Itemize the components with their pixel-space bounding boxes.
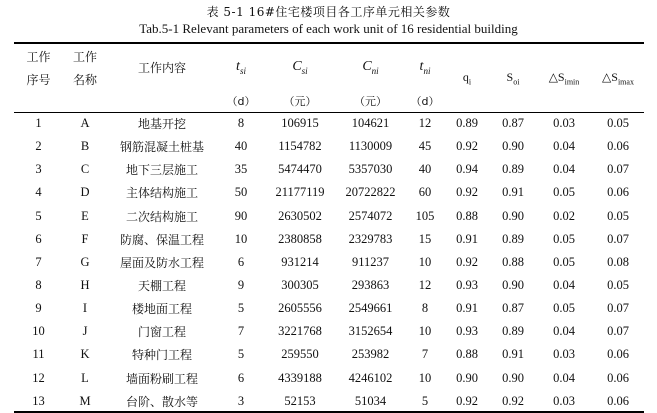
header-t-ni-unit: （d） <box>410 95 440 108</box>
cell-c-ni: 5357030 <box>348 162 393 177</box>
cell-t-si: 5 <box>237 347 245 362</box>
header-c-ni-unit: （元） <box>354 95 387 108</box>
cell-q-i: 0.92 <box>456 185 478 200</box>
table-row <box>14 297 644 320</box>
header-c-si: $C_{si}$ <box>292 58 308 76</box>
cell-t-ni: 7 <box>421 347 429 362</box>
cell-work-no: 7 <box>35 254 42 269</box>
cell-delta-s-imax: 0.07 <box>607 162 629 177</box>
cell-delta-s-imax: 0.05 <box>607 116 629 131</box>
cell-t-ni: 45 <box>418 139 432 154</box>
cell-c-ni: 293863 <box>351 278 390 293</box>
cell-c-si: 259550 <box>281 347 319 362</box>
cell-q-i: 0.92 <box>456 393 478 408</box>
cell-t-si: 6 <box>237 370 245 385</box>
cell-s-oi: 0.92 <box>502 393 524 408</box>
header-name-line2: 名称 <box>72 72 97 87</box>
cell-s-oi: 0.91 <box>502 185 524 200</box>
cell-t-ni: 10 <box>418 370 432 385</box>
cell-t-si: 40 <box>234 139 248 154</box>
cell-t-si: 8 <box>237 116 245 131</box>
cell-t-si: 90 <box>234 208 248 223</box>
cell-delta-s-imin: 0.03 <box>553 116 575 131</box>
cell-c-ni: 3152654 <box>348 324 393 339</box>
cell-work-content: 主体结构施工 <box>125 186 198 201</box>
cell-delta-s-imax: 0.06 <box>607 393 629 408</box>
cell-t-ni: 12 <box>418 116 432 131</box>
cell-work-content: 钢筋混凝土桩基 <box>119 140 204 155</box>
cell-work-no: 5 <box>35 208 42 223</box>
table-row <box>14 367 644 390</box>
table-row <box>14 274 644 297</box>
cell-work-name: H <box>80 278 90 293</box>
cell-c-si: 2630502 <box>278 208 322 223</box>
cell-work-name: D <box>80 185 90 200</box>
cell-work-no: 6 <box>35 231 42 246</box>
table-row <box>14 158 644 181</box>
cell-c-ni: 253982 <box>351 347 390 362</box>
header-no-line1: 工作 <box>26 49 51 64</box>
cell-s-oi: 0.91 <box>502 347 524 362</box>
cell-work-no: 9 <box>35 301 42 316</box>
header-q-i: $q_i$ <box>462 69 472 87</box>
cell-work-name: L <box>81 370 89 385</box>
cell-work-no: 4 <box>35 185 42 200</box>
cell-delta-s-imin: 0.04 <box>553 278 575 293</box>
table-row <box>14 390 644 413</box>
cell-s-oi: 0.89 <box>502 162 524 177</box>
table-caption-chinese: 表 5-1 16#住宅楼项目各工序单元相关参数 <box>206 5 451 19</box>
cell-work-content: 特种门工程 <box>131 348 192 363</box>
cell-c-ni: 51034 <box>354 393 387 408</box>
cell-c-si: 3221768 <box>278 324 322 339</box>
cell-c-si: 2605556 <box>278 301 322 316</box>
cell-work-name: B <box>80 139 90 154</box>
cell-delta-s-imin: 0.04 <box>553 324 575 339</box>
table-row <box>14 251 644 274</box>
cell-s-oi: 0.87 <box>502 301 524 316</box>
cell-t-ni: 5 <box>421 393 429 408</box>
cell-s-oi: 0.90 <box>502 139 524 154</box>
cell-c-si: 106915 <box>281 116 319 131</box>
cell-q-i: 0.88 <box>456 208 478 223</box>
cell-s-oi: 0.90 <box>502 208 524 223</box>
cell-work-content: 墙面粉刷工程 <box>125 371 198 386</box>
cell-work-content: 门窗工程 <box>137 325 186 340</box>
cell-t-si: 3 <box>237 393 245 408</box>
cell-work-content: 地下三层施工 <box>125 163 198 178</box>
table-row <box>14 112 644 135</box>
cell-work-name: I <box>82 301 88 316</box>
cell-work-no: 1 <box>35 116 42 131</box>
cell-work-content: 台阶、散水等 <box>125 394 198 409</box>
cell-work-name: C <box>80 162 90 177</box>
cell-q-i: 0.90 <box>456 370 478 385</box>
header-delta-s-imin: $\triangle S_{imin}$ <box>548 69 580 87</box>
cell-work-content: 楼地面工程 <box>131 302 192 317</box>
cell-q-i: 0.92 <box>456 139 478 154</box>
cell-work-name: A <box>80 116 90 131</box>
cell-t-si: 7 <box>237 324 245 339</box>
cell-t-ni: 60 <box>418 185 432 200</box>
cell-work-name: G <box>80 254 90 269</box>
cell-s-oi: 0.88 <box>502 254 524 269</box>
cell-delta-s-imax: 0.05 <box>607 278 629 293</box>
cell-t-si: 50 <box>234 185 248 200</box>
cell-delta-s-imin: 0.04 <box>553 139 575 154</box>
cell-t-si: 5 <box>237 301 245 316</box>
cell-q-i: 0.89 <box>456 116 478 131</box>
cell-s-oi: 0.87 <box>502 116 524 131</box>
cell-t-ni: 105 <box>415 208 435 223</box>
cell-c-ni: 2549661 <box>348 301 393 316</box>
cell-t-ni: 10 <box>418 324 432 339</box>
cell-work-no: 12 <box>32 370 45 385</box>
table-row <box>14 181 644 204</box>
table-row <box>14 320 644 343</box>
cell-work-content: 屋面及防水工程 <box>119 255 204 270</box>
table-header <box>14 44 644 112</box>
cell-delta-s-imin: 0.03 <box>553 347 575 362</box>
cell-delta-s-imax: 0.08 <box>607 254 629 269</box>
table-row <box>14 135 644 158</box>
cell-work-content: 防腐、保温工程 <box>119 232 204 247</box>
header-s-oi: $S_{oi}$ <box>506 69 520 87</box>
cell-t-si: 9 <box>237 278 245 293</box>
cell-c-si: 5474470 <box>278 162 322 177</box>
header-t-si-unit: （d） <box>226 95 256 108</box>
table-row <box>14 343 644 366</box>
cell-c-si: 2380858 <box>278 231 322 246</box>
cell-c-ni: 4246102 <box>348 370 393 385</box>
parameter-table <box>14 44 644 413</box>
cell-work-no: 2 <box>35 139 42 154</box>
header-content: 工作内容 <box>137 60 186 75</box>
cell-t-ni: 8 <box>421 301 429 316</box>
header-t-ni: $t_{ni}$ <box>419 58 431 76</box>
cell-work-name: E <box>81 208 89 223</box>
cell-work-content: 地基开挖 <box>137 117 186 132</box>
cell-c-si: 21177119 <box>275 185 325 200</box>
header-no-line2: 序号 <box>26 72 51 87</box>
cell-delta-s-imin: 0.05 <box>553 301 575 316</box>
header-delta-s-imax: $\triangle S_{imax}$ <box>602 69 634 87</box>
table-caption-english: Tab.5-1 Relevant parameters of each work unit of 16 residential building <box>139 21 518 36</box>
cell-c-si: 300305 <box>281 278 319 293</box>
cell-work-name: M <box>79 393 91 408</box>
cell-delta-s-imin: 0.04 <box>553 162 575 177</box>
cell-work-name: K <box>80 347 90 362</box>
cell-c-si: 1154782 <box>278 139 322 154</box>
cell-c-ni: 104621 <box>351 116 390 131</box>
cell-t-ni: 12 <box>418 278 432 293</box>
cell-delta-s-imin: 0.04 <box>553 370 575 385</box>
cell-t-ni: 40 <box>418 162 432 177</box>
cell-work-name: J <box>82 324 88 339</box>
header-c-si-unit: （元） <box>283 95 317 108</box>
cell-c-ni: 911237 <box>351 254 390 269</box>
cell-c-si: 931214 <box>281 254 319 269</box>
cell-delta-s-imin: 0.03 <box>553 393 575 408</box>
cell-delta-s-imax: 0.07 <box>607 231 629 246</box>
cell-s-oi: 0.90 <box>502 370 524 385</box>
table-row <box>14 228 644 251</box>
cell-q-i: 0.92 <box>456 254 478 269</box>
cell-delta-s-imax: 0.05 <box>607 208 629 223</box>
cell-t-si: 10 <box>234 231 248 246</box>
cell-delta-s-imax: 0.07 <box>607 301 629 316</box>
header-name-line1: 工作 <box>72 49 97 64</box>
cell-work-name: F <box>81 231 89 246</box>
cell-q-i: 0.88 <box>456 347 478 362</box>
cell-q-i: 0.93 <box>456 278 478 293</box>
cell-work-no: 13 <box>32 393 45 408</box>
cell-c-ni: 20722822 <box>345 185 396 200</box>
cell-delta-s-imax: 0.06 <box>607 370 629 385</box>
cell-delta-s-imin: 0.05 <box>553 185 575 200</box>
cell-t-si: 35 <box>234 162 248 177</box>
cell-t-ni: 10 <box>418 254 432 269</box>
cell-c-ni: 2329783 <box>348 231 393 246</box>
cell-c-si: 4339188 <box>278 370 322 385</box>
header-t-si: $t_{si}$ <box>236 58 246 76</box>
cell-delta-s-imin: 0.05 <box>553 231 575 246</box>
cell-c-ni: 2574072 <box>348 208 393 223</box>
cell-s-oi: 0.89 <box>502 324 524 339</box>
cell-q-i: 0.91 <box>456 301 478 316</box>
cell-q-i: 0.94 <box>456 162 478 177</box>
cell-work-content: 天棚工程 <box>137 279 186 294</box>
cell-work-content: 二次结构施工 <box>125 209 198 224</box>
cell-work-no: 8 <box>35 278 42 293</box>
cell-delta-s-imax: 0.06 <box>607 347 629 362</box>
cell-s-oi: 0.90 <box>502 278 524 293</box>
table-body <box>14 112 644 413</box>
cell-delta-s-imin: 0.02 <box>553 208 575 223</box>
table-row <box>14 205 644 228</box>
cell-work-no: 11 <box>32 347 45 362</box>
cell-t-si: 6 <box>237 254 245 269</box>
cell-c-ni: 1130009 <box>348 139 393 154</box>
cell-delta-s-imax: 0.06 <box>607 139 629 154</box>
cell-q-i: 0.91 <box>456 231 478 246</box>
cell-work-no: 3 <box>35 162 42 177</box>
cell-q-i: 0.93 <box>456 324 478 339</box>
cell-delta-s-imax: 0.06 <box>607 185 629 200</box>
header-c-ni: $C_{ni}$ <box>362 58 379 76</box>
cell-c-si: 52153 <box>284 393 316 408</box>
cell-work-no: 10 <box>32 324 45 339</box>
cell-t-ni: 15 <box>418 231 432 246</box>
cell-delta-s-imax: 0.07 <box>607 324 629 339</box>
cell-s-oi: 0.89 <box>502 231 524 246</box>
cell-delta-s-imin: 0.05 <box>553 254 575 269</box>
